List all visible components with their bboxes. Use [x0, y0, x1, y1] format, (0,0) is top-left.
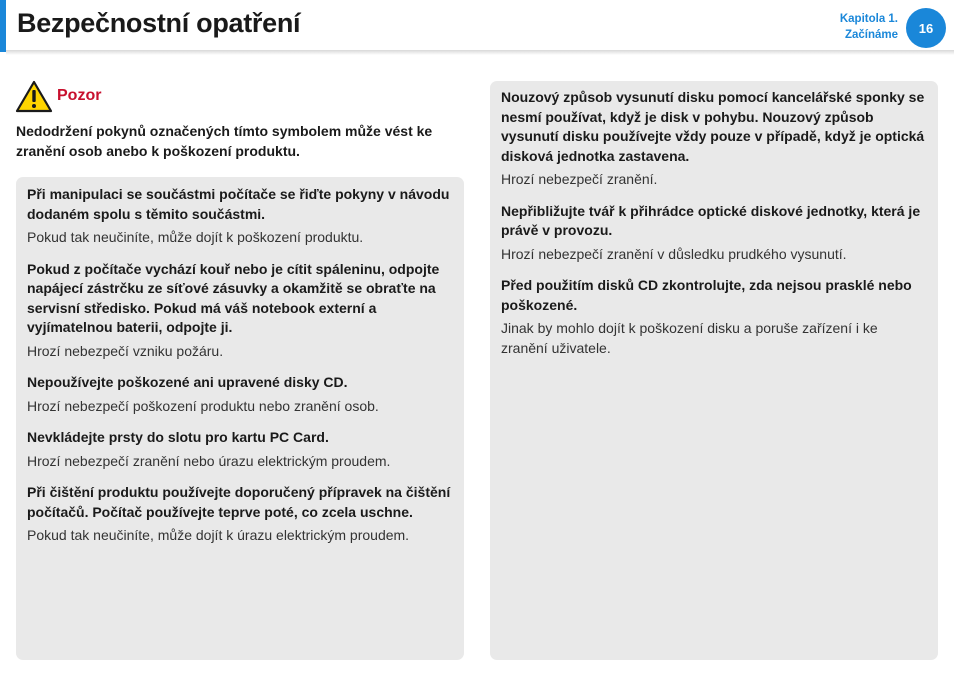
precaution-item: [27, 185, 452, 248]
precaution-instruction: Nepřibližujte tvář k přihrádce optické diskové jednotky, která je právě v provozu.: [501, 202, 921, 238]
precaution-consequence: Hrozí nebezpečí zranění v důsledku prudkého vysunutí.: [501, 245, 847, 262]
precaution-item: [27, 373, 452, 416]
precaution-item: [27, 483, 452, 546]
precaution-instruction: Pokud z počítače vychází kouř nebo je cítit spáleninu, odpojte napájecí zástrčku ze síťové zásuvky a okamžitě se obraťte na servisní středisko. Pokud má váš notebook externí a vyjímatelnou baterii, odpojte ji.: [27, 260, 440, 335]
chapter-label[interactable]: [840, 11, 898, 43]
page-number-badge: 16: [906, 8, 946, 48]
chapter-name: Začínáme: [844, 29, 898, 41]
precaution-item: [501, 88, 926, 190]
precaution-item: [27, 260, 452, 362]
precaution-consequence: Hrozí nebezpečí vzniku požáru.: [27, 342, 224, 359]
precaution-item: [501, 276, 926, 358]
header-accent-bar: [0, 0, 6, 52]
page-title: Bezpečnostní opatření: [17, 8, 301, 38]
precaution-instruction: Nepoužívejte poškozené ani upravené disky CD.: [27, 374, 348, 390]
warning-title: Pozor: [57, 87, 102, 104]
precaution-instruction: Při čištění produktu používejte doporučený přípravek na čištění počítačů. Počítač používejte teprve poté, co zcela uschne.: [27, 484, 451, 520]
precaution-instruction: Před použitím disků CD zkontrolujte, zda nejsou prasklé nebo poškozené.: [501, 277, 912, 313]
precaution-consequence: Hrozí nebezpečí poškození produktu nebo zranění osob.: [27, 397, 379, 414]
precaution-instruction: Nevkládejte prsty do slotu pro kartu PC Card.: [27, 429, 329, 445]
precaution-consequence: Pokud tak neučiníte, může dojít k úrazu elektrickým proudem.: [27, 527, 410, 543]
header-divider: [6, 50, 954, 55]
precaution-consequence: Hrozí nebezpečí zranění nebo úrazu elektrickým proudem.: [27, 452, 391, 469]
left-precautions-panel: [16, 177, 464, 660]
precaution-item: [501, 202, 926, 265]
warning-intro: Nedodržení pokynů označených tímto symbolem může vést ke zranění osob anebo k poškození produktu.: [16, 123, 433, 159]
precaution-consequence: Jinak by mohlo dojít k poškození disku a poruše zařízení i ke zranění uživatele.: [501, 320, 878, 356]
precaution-instruction: Při manipulaci se součástmi počítače se řiďte pokyny v návodu dodaném spolu s těmito součástmi.: [27, 186, 450, 222]
chapter-number: Kapitola 1.: [839, 13, 898, 25]
precaution-consequence: Pokud tak neučiníte, může dojít k poškození produktu.: [27, 229, 364, 245]
warning-triangle-icon: [15, 80, 53, 114]
right-precautions-panel: [490, 81, 938, 660]
precaution-instruction: Nouzový způsob vysunutí disku pomocí kancelářské sponky se nesmí používat, když je disk v pohybu. Nouzový způsob vysunutí disku používejte vždy pouze v případě, když je optická disková jednotka zastavena.: [501, 89, 925, 164]
precaution-item: [27, 428, 452, 471]
precaution-consequence: Hrozí nebezpečí zranění.: [501, 171, 658, 187]
